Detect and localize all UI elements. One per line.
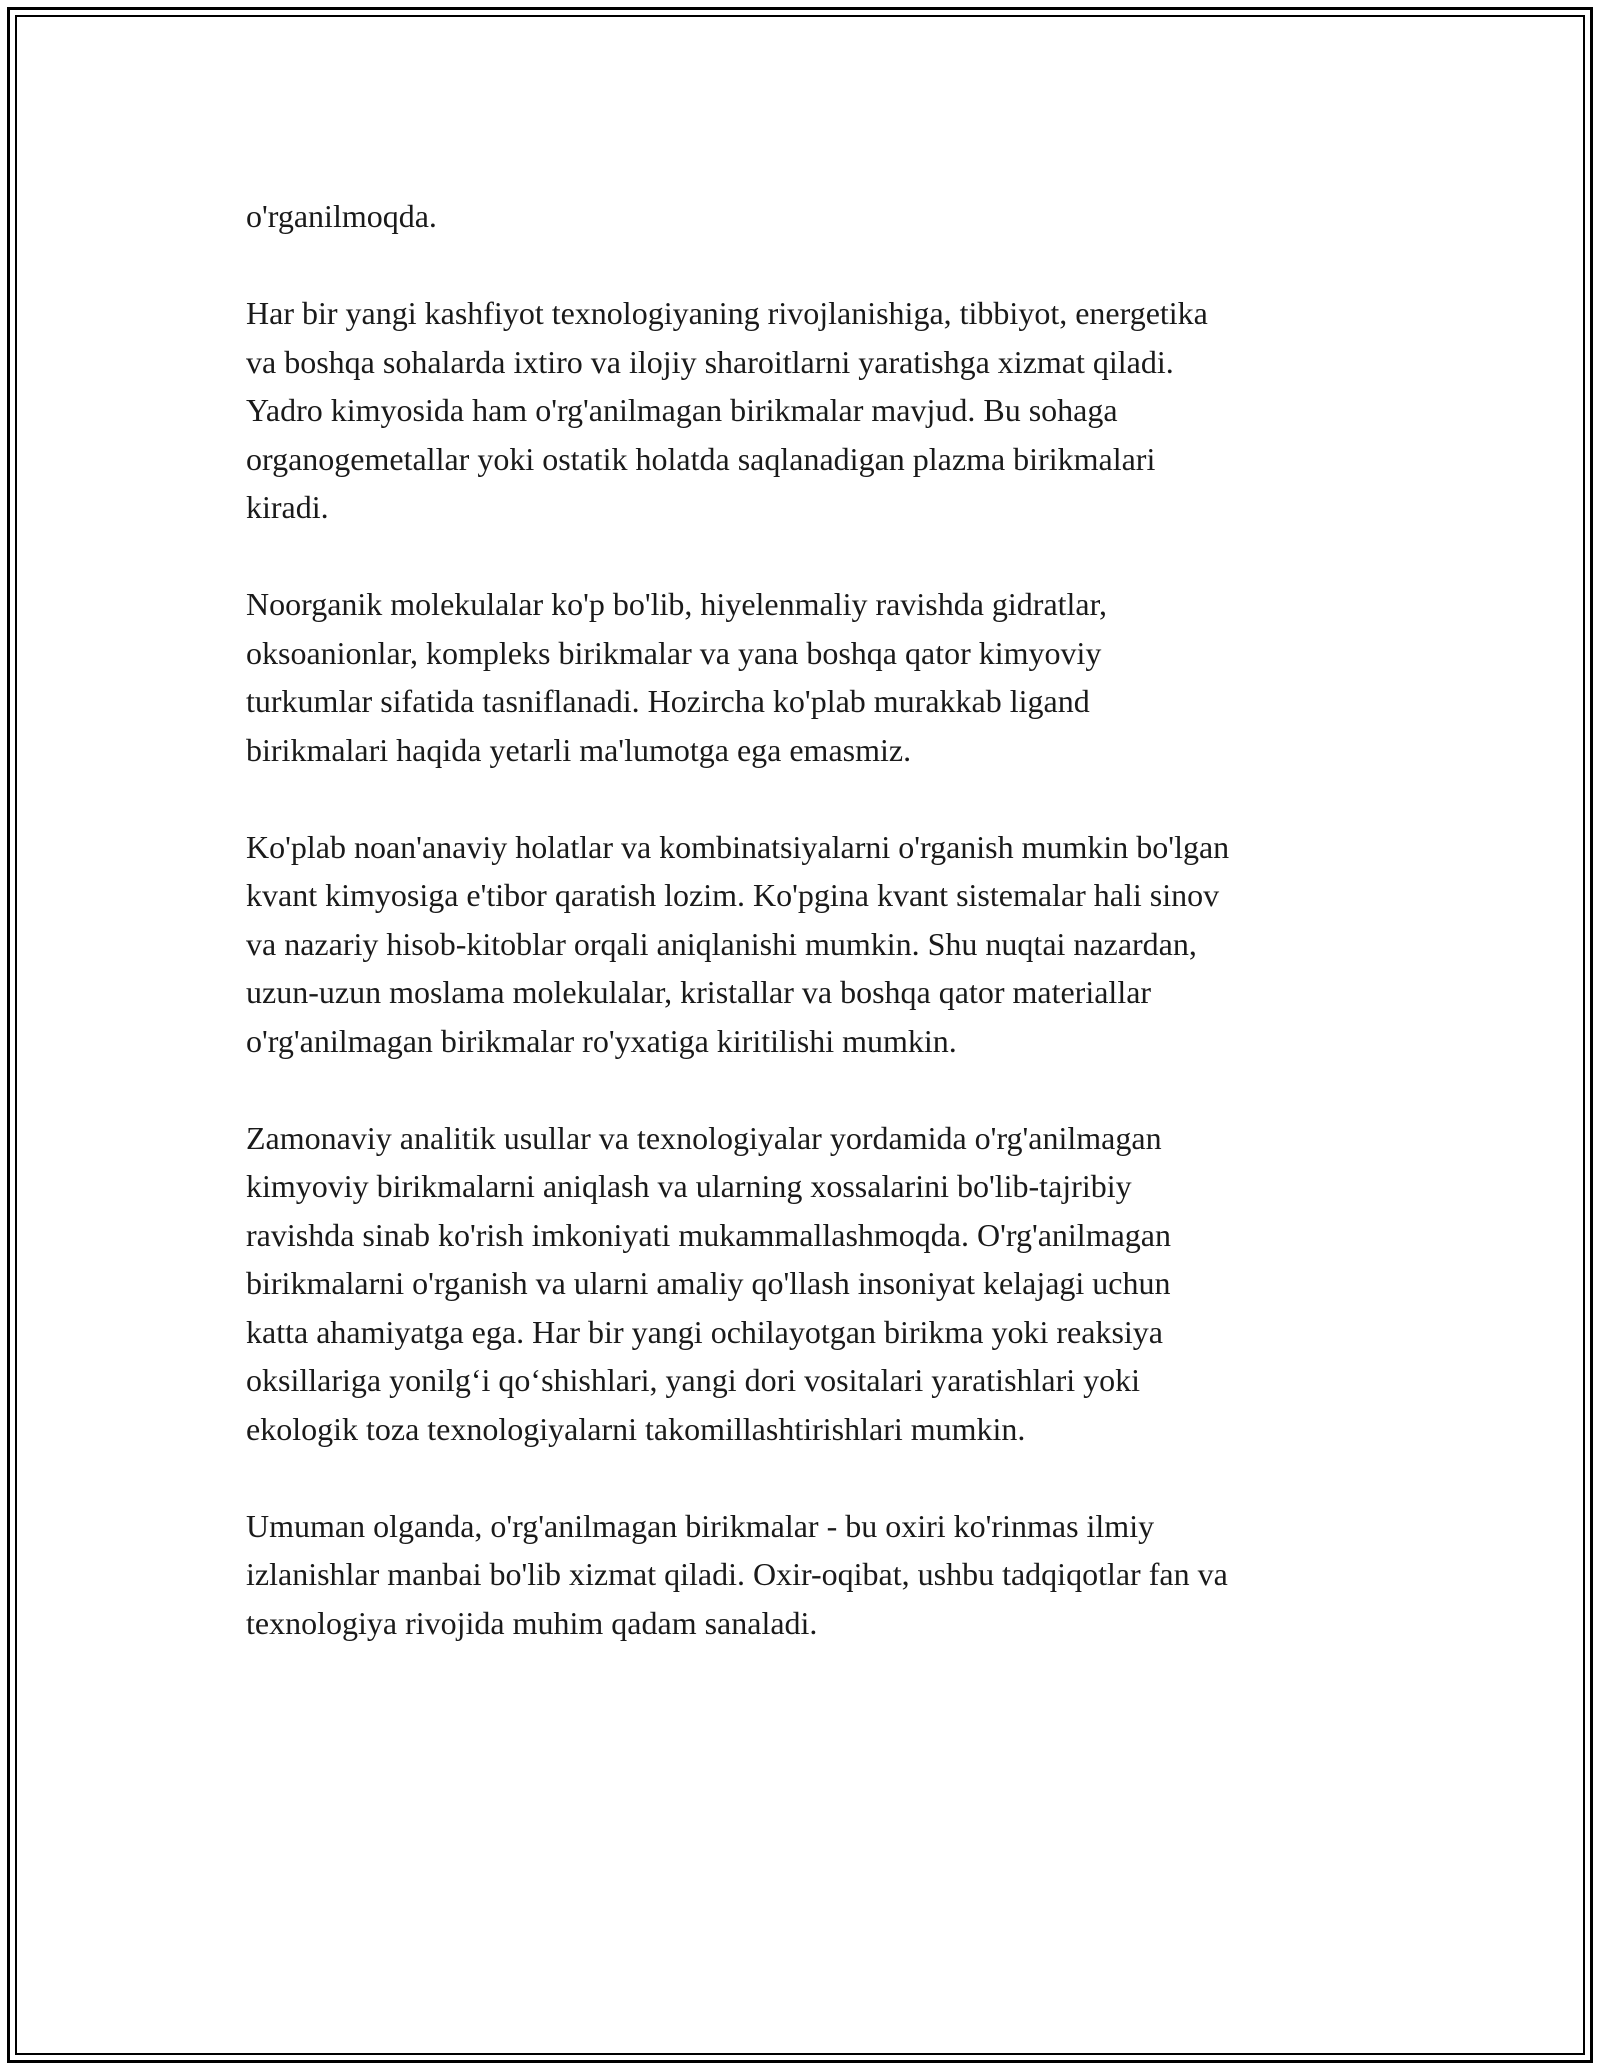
text-line: Ko'plab noan'anaviy holatlar va kombinatsiyalarni o'rganish mumkin bo'lgan (246, 828, 1230, 865)
text-line: Noorganik molekulalar ko'p bo'lib, hiyelenmaliy ravishda gidratlar, (246, 586, 1107, 622)
text-line: va boshqa sohalarda ixtiro va ilojiy sharoitlarni yaratishga xizmat qiladi. (246, 343, 1174, 380)
paragraph-5 (246, 1114, 1426, 1454)
text-line: texnologiya rivojida muhim qadam sanaladi. (246, 1604, 818, 1641)
text-line: organogemetallar yoki ostatik holatda saqlanadigan plazma birikmalari (246, 440, 1156, 477)
paragraph-3 (246, 580, 1426, 774)
text-line: Umuman olganda, o'rg'anilmagan birikmalar - bu oxiri ko'rinmas ilmiy (246, 1507, 1155, 1544)
page-frame (7, 7, 1593, 2063)
text-line: katta ahamiyatga ega. Har bir yangi ochilayotgan birikma yoki reaksiya (246, 1313, 1163, 1350)
paragraph-4 (246, 823, 1426, 1066)
paragraph-2 (246, 289, 1426, 532)
text-line: birikmalarni o'rganish va ularni amaliy qo'llash insoniyat kelajagi uchun (246, 1265, 1171, 1301)
text-line: Zamonaviy analitik usullar va texnologiyalar yordamida o'rg'anilmagan (246, 1119, 1162, 1156)
paragraph-1 (246, 192, 1426, 241)
document-body (246, 192, 1426, 1696)
text-line: izlanishlar manbai bo'lib xizmat qiladi. Oxir-oqibat, ushbu tadqiqotlar fan va (246, 1556, 1228, 1592)
text-line: kvant kimyosiga e'tibor qaratish lozim. Ko'pgina kvant sistemalar hali sinov (246, 877, 1220, 913)
text-line: ekologik toza texnologiyalarni takomillashtirishlari mumkin. (246, 1410, 1026, 1447)
text-line: oksillariga yonilg‘i qo‘shishlari, yangi dori vositalari yaratishlari yoki (246, 1362, 1141, 1398)
text-line: Yadro kimyosida ham o'rg'anilmagan birikmalar mavjud. Bu sohaga (246, 392, 1118, 428)
text-line: kimyoviy birikmalarni aniqlash va ularning xossalarini bo'lib-tajribiy (246, 1168, 1132, 1204)
text-line: turkumlar sifatida tasniflanadi. Hozircha ko'plab murakkab ligand (246, 683, 1090, 719)
text-line: va nazariy hisob-kitoblar orqali aniqlanishi mumkin. Shu nuqtai nazardan, (246, 925, 1197, 962)
paragraph-6 (246, 1502, 1426, 1648)
text-line: Har bir yangi kashfiyot texnologiyaning rivojlanishiga, tibbiyot, energetika (246, 295, 1208, 331)
text-line: o'rg'anilmagan birikmalar ro'yxatiga kiritilishi mumkin. (246, 1022, 957, 1059)
text-line: o'rganilmoqda. (246, 198, 437, 234)
text-line: birikmalari haqida yetarli ma'lumotga ega emasmiz. (246, 731, 912, 768)
text-line: uzun-uzun moslama molekulalar, kristallar va boshqa qator materiallar (246, 974, 1152, 1010)
text-line: oksoanionlar, kompleks birikmalar va yana boshqa qator kimyoviy (246, 634, 1102, 671)
text-line: kiradi. (246, 489, 329, 525)
text-line: ravishda sinab ko'rish imkoniyati mukammallashmoqda. O'rg'anilmagan (246, 1216, 1171, 1253)
